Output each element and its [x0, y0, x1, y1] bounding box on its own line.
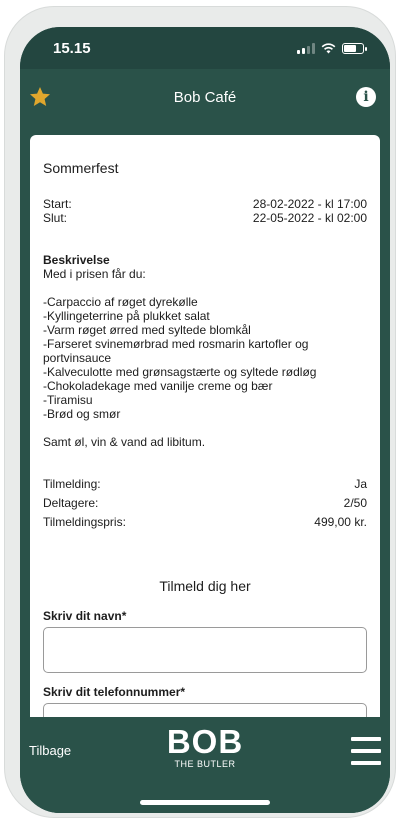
end-label: Slut:	[43, 211, 68, 225]
phone-field-label: Skriv dit telefonnummer*	[43, 685, 186, 699]
signal-icon	[297, 43, 315, 54]
bottom-bar	[20, 717, 390, 813]
menu-item: -Brød og smør	[43, 407, 121, 421]
screen	[20, 27, 390, 813]
participants-value: 2/50	[343, 496, 367, 510]
menu-icon[interactable]	[351, 737, 381, 765]
info-icon[interactable]: i	[356, 87, 376, 107]
scroll-content[interactable]	[20, 127, 390, 717]
logo-text: BOB	[166, 723, 244, 760]
price-value: 499,00 kr.	[314, 515, 367, 529]
bob-logo	[160, 725, 250, 770]
menu-item: portvinsauce	[43, 351, 112, 365]
signup-row	[43, 477, 367, 491]
battery-icon	[342, 43, 364, 54]
start-row	[43, 197, 367, 211]
page-title: Bob Café	[173, 89, 237, 106]
participants-row	[43, 496, 367, 510]
home-indicator[interactable]	[140, 800, 270, 805]
name-field-label: Skriv dit navn*	[43, 609, 127, 623]
phone-frame	[4, 6, 396, 818]
end-row	[43, 211, 367, 225]
app-header	[20, 69, 390, 127]
back-button[interactable]: Tilbage	[29, 743, 72, 758]
phone-input[interactable]	[43, 703, 367, 717]
description-heading: Beskrivelse	[43, 253, 110, 267]
status-time: 15.15	[53, 40, 91, 57]
description-intro: Med i prisen får du:	[43, 267, 146, 281]
signup-form-title: Tilmeld dig her	[159, 578, 251, 594]
start-label: Start:	[43, 197, 72, 211]
price-label: Tilmeldingspris:	[43, 515, 126, 529]
logo-subtitle: THE BUTLER	[174, 759, 236, 769]
participants-label: Deltagere:	[43, 496, 99, 510]
menu-item: -Kyllingeterrine på plukket salat	[43, 309, 210, 323]
signup-value: Ja	[354, 477, 367, 491]
drinks-text: Samt øl, vin & vand ad libitum.	[43, 435, 206, 449]
menu-item: -Varm røget ørred med syltede blomkål	[43, 323, 251, 337]
menu-item: -Carpaccio af røget dyrekølle	[43, 295, 198, 309]
signup-label: Tilmelding:	[43, 477, 101, 491]
menu-item: -Kalveculotte med grønsagstærte og syltede rødløg	[43, 365, 317, 379]
event-card	[30, 135, 380, 717]
wifi-icon	[321, 43, 336, 54]
end-value: 22-05-2022 - kl 02:00	[252, 211, 367, 225]
menu-item: -Farseret svinemørbrad med rosmarin kartofler og	[43, 337, 309, 351]
event-title: Sommerfest	[43, 160, 119, 176]
menu-item: -Chokoladekage med vanilje creme og bær	[43, 379, 273, 393]
menu-item: -Tiramisu	[43, 393, 93, 407]
status-icons	[297, 43, 364, 54]
status-bar	[20, 27, 390, 69]
name-input[interactable]	[43, 627, 367, 673]
price-row	[43, 515, 367, 529]
start-value: 28-02-2022 - kl 17:00	[252, 197, 367, 211]
